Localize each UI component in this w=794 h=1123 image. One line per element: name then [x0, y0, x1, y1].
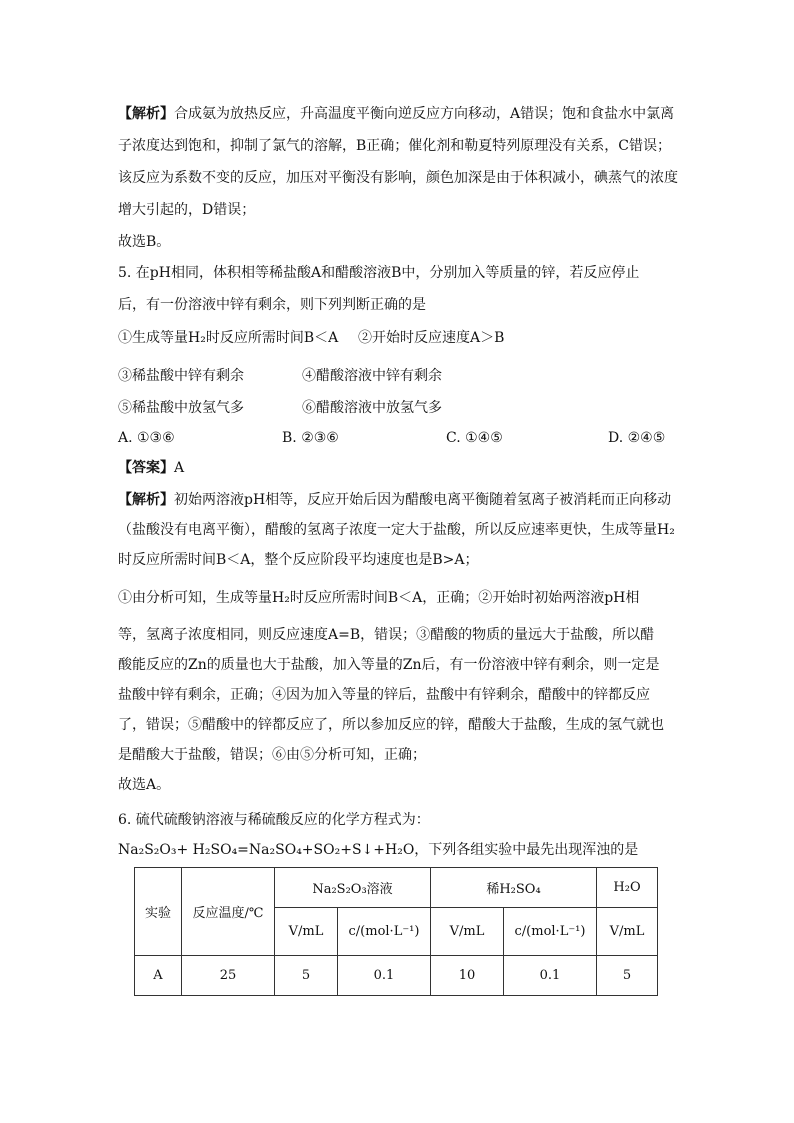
- header-sodium-thiosulfate: Na₂S₂O₃溶液: [275, 868, 431, 908]
- q6-stem-2: Na₂S₂O₃+ H₂SO₄=Na₂SO₄+SO₂+S↓+H₂O，下列各组实验中最先出现浑浊的是: [118, 842, 639, 858]
- q5-analysis-line-1: [118, 490, 671, 510]
- q5-analysis-line-4: ①由分析可知，生成等量H₂时反应所需时间B＜A，正确；②开始时初始两溶液pH相: [118, 590, 640, 606]
- q5-statement-6: ⑥醋酸溶液中放氢气多: [302, 400, 442, 416]
- q5-analysis-label: 【解析】: [118, 492, 174, 508]
- cell-volume-1: 5: [275, 956, 338, 996]
- cell-temperature: 25: [182, 956, 275, 996]
- answer-value: A: [174, 460, 185, 476]
- q5-option-c: C. ①④⑤: [446, 430, 503, 446]
- header-water: H₂O: [597, 868, 658, 908]
- cell-volume-2: 10: [431, 956, 504, 996]
- analysis-text: 合成氨为放热反应，升高温度平衡向逆反应方向移动，A错误；饱和食盐水中氯离: [174, 106, 675, 122]
- q5-option-d: D. ②④⑤: [608, 430, 666, 446]
- table-header-row: [135, 868, 658, 908]
- analysis-conclusion: 故选B。: [118, 234, 171, 250]
- q5-analysis-line-8: 了，错误；⑤醋酸中的锌都反应了，所以参加反应的锌，醋酸大于盐酸，生成的氢气就也: [118, 717, 664, 733]
- experiment-table: [134, 867, 658, 996]
- analysis-line-4: 增大引起的，D错误；: [118, 202, 256, 218]
- cell-concentration-1: 0.1: [338, 956, 431, 996]
- header-volume-3: V/mL: [597, 908, 658, 956]
- header-concentration-1: c/(mol·L⁻¹): [338, 908, 431, 956]
- q5-option-b: B. ②③⑥: [282, 430, 339, 446]
- q5-analysis-line-9: 是醋酸大于盐酸，错误；⑥由⑤分析可知，正确；: [118, 747, 426, 763]
- q5-answer: [118, 458, 184, 478]
- q5-stem-1: 5. 在pH相同，体积相等稀盐酸A和醋酸溶液B中，分别加入等质量的锌，若反应停止: [118, 265, 640, 281]
- header-concentration-2: c/(mol·L⁻¹): [504, 908, 597, 956]
- analysis-line-3: 该反应为系数不变的反应，加压对平衡没有影响，颜色加深是由于体积减小，碘蒸气的浓度: [118, 170, 678, 186]
- q6-stem-1: 6. 硫代硫酸钠溶液与稀硫酸反应的化学方程式为：: [118, 812, 430, 828]
- q5-analysis-line-5: 等，氢离子浓度相同，则反应速度A=B，错误；③醋酸的物质的量远大于盐酸，所以醋: [118, 627, 655, 643]
- analysis-line-2: 子浓度达到饱和，抑制了氯气的溶解，B正确；催化剂和勒夏特列原理没有关系，C错误；: [118, 138, 671, 154]
- cell-experiment: A: [135, 956, 182, 996]
- q5-statement-5: ⑤稀盐酸中放氢气多: [118, 400, 244, 416]
- header-volume-1: V/mL: [275, 908, 338, 956]
- header-temperature: 反应温度/℃: [182, 868, 275, 956]
- header-volume-2: V/mL: [431, 908, 504, 956]
- q5-conclusion: 故选A。: [118, 777, 171, 793]
- q5-stem-2: 后，有一份溶液中锌有剩余，则下列判断正确的是: [118, 297, 426, 313]
- header-dilute-sulfuric-acid: 稀H₂SO₄: [431, 868, 597, 908]
- q5-statement-2: ②开始时反应速度A＞B: [358, 330, 505, 346]
- table-row: [135, 956, 658, 996]
- q5-analysis-text: 初始两溶液pH相等，反应开始后因为醋酸电离平衡随着氢离子被消耗而正向移动: [174, 492, 672, 508]
- q5-analysis-line-3: 时反应所需时间B＜A，整个反应阶段平均速度也是B>A；: [118, 552, 479, 568]
- q5-statement-3: ③稀盐酸中锌有剩余: [118, 368, 244, 384]
- q5-statement-1: ①生成等量H₂时反应所需时间B＜A: [118, 330, 339, 346]
- q5-option-a: A. ①③⑥: [118, 430, 175, 446]
- cell-volume-3: 5: [597, 956, 658, 996]
- cell-concentration-2: 0.1: [504, 956, 597, 996]
- analysis-label: 【解析】: [118, 106, 174, 122]
- q5-analysis-line-6: 酸能反应的Zn的质量也大于盐酸，加入等量的Zn后，有一份溶液中锌有剩余，则一定是: [118, 657, 660, 673]
- header-experiment: 实验: [135, 868, 182, 956]
- q5-statement-4: ④醋酸溶液中锌有剩余: [302, 368, 442, 384]
- analysis-line-1: [118, 104, 674, 124]
- q5-analysis-line-2: （盐酸没有电离平衡），醋酸的氢离子浓度一定大于盐酸，所以反应速率更快，生成等量H₂: [118, 522, 675, 538]
- q5-analysis-line-7: 盐酸中锌有剩余，正确；④因为加入等量的锌后，盐酸中有锌剩余，醋酸中的锌都反应: [118, 687, 650, 703]
- answer-label: 【答案】: [118, 460, 174, 476]
